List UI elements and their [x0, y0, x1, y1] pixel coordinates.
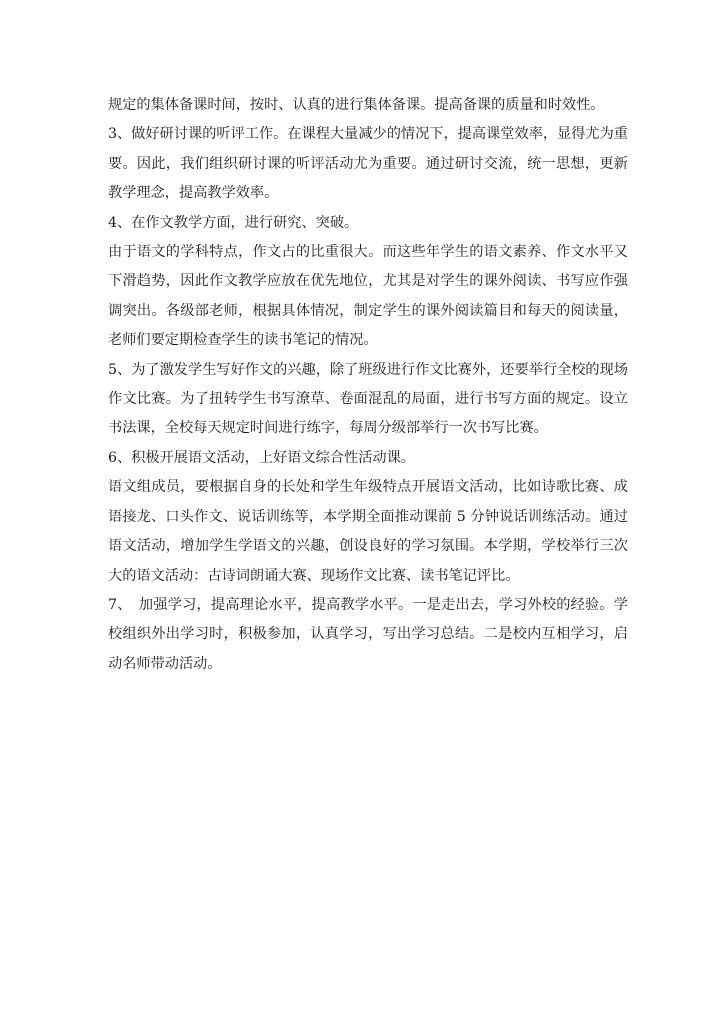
paragraph-chinese-activities: 语文组成员，要根据自身的长处和学生年级特点开展语文活动，比如诗歌比赛、成语接龙、口头作文、说话训练等，本学期全面推动课前 5 分钟说话训练活动。通过语文活动，增加学生学语文的兴趣，创设良好的学习氛围。本学期，学校举行三次大的语文活动：古诗词朗诵大赛、现场作文比赛、读书笔记评比。 [108, 479, 628, 584]
paragraph-item-5-writing-contest: 5、为了激发学生写好作文的兴趣，除了班级进行作文比赛外，还要举行全校的现场作文比赛。为了扭转学生书写潦草、卷面混乱的局面，进行书写方面的规定。设立书法课，全校每天规定时间进行练字，每周分级部举行一次书写比赛。 [108, 361, 628, 437]
paragraph-item-3-research-lessons: 3、做好研讨课的听评工作。在课程大量减少的情况下，提高课堂效率，显得尤为重要。因此，我们组织研讨课的听评活动尤为重要。通过研讨交流，统一思想，更新教学理念，提高教学效率。 [108, 126, 628, 202]
paragraph-item-4-heading: 4、在作文教学方面，进行研究、突破。 [108, 214, 359, 231]
document-body [108, 91, 628, 679]
paragraph-item-7-strengthen-learning: 7、 加强学习，提高理论水平，提高教学水平。一是走出去，学习外校的经验。学校组织外出学习时，积极参加，认真学习，写出学习总结。二是校内互相学习，启动名师带动活动。 [108, 596, 628, 672]
paragraph-item-6-heading: 6、积极开展语文活动，上好语文综合性活动课。 [108, 449, 415, 466]
paragraph-collective-lesson-prep: 规定的集体备课时间，按时、认真的进行集体备课。提高备课的质量和时效性。 [108, 97, 605, 113]
paragraph-writing-instruction: 由于语文的学科特点，作文占的比重很大。而这些年学生的语文素养、作文水平又下滑趋势，因此作文教学应放在优先地位，尤其是对学生的课外阅读、书写应作强调突出。各级部老师，根据具体情况，制定学生的课外阅读篇目和每天的阅读量，老师们要定期检查学生的读书笔记的情况。 [108, 244, 628, 349]
